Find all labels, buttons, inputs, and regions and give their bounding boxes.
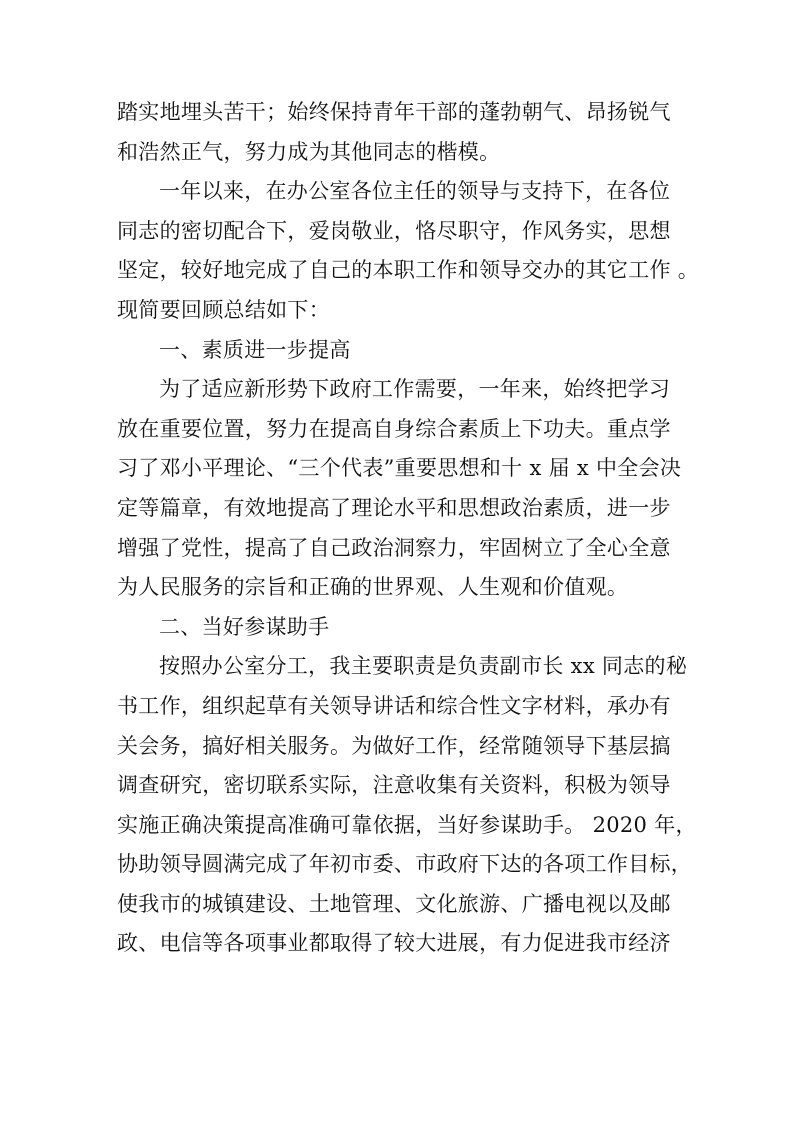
text-line-continuation: 踏实地埋头苦干；始终保持青年干部的蓬勃朝气、昂扬锐气: [117, 100, 671, 124]
document-body: [117, 93, 700, 964]
text-line: 放在重要位置，努力在提高自身综合素质上下功夫。重点学: [117, 416, 671, 441]
text-line: 实施正确决策提高准确可靠依据，当好参谋助手。 2020 年，: [117, 812, 697, 837]
text-line: 调查研究，密切联系实际，注意收集有关资料，积极为领导: [117, 773, 671, 798]
text-line: 政、电信等各项事业都取得了较大进展，有力促进我市经济: [117, 931, 671, 956]
text-line-continuation: 和浩然正气，努力成为其他同志的楷模。: [117, 139, 501, 164]
paragraph-first-line: 为了适应新形势下政府工作需要，一年来，始终把学习: [159, 377, 671, 402]
text-line: 坚定，较好地完成了自己的本职工作和领导交办的其它工作 。: [117, 258, 700, 283]
text-line: 书工作，组织起草有关领导讲话和综合性文字材料，承办有: [117, 693, 671, 718]
text-line: 为人民服务的宗旨和正确的世界观、人生观和价值观。: [117, 575, 629, 600]
paragraph-first-line: 按照办公室分工，我主要职责是负责副市长 xx 同志的秘: [159, 654, 688, 679]
text-line: 增强了党性，提高了自己政治洞察力，牢固树立了全心全意: [117, 535, 671, 560]
paragraph-first-line: 一年以来，在办公室各位主任的领导与支持下，在各位: [159, 179, 671, 204]
text-line: 习了邓小平理论、“三个代表”重要思想和十 x 届 x 中全会决: [117, 456, 682, 481]
text-line: 使我市的城镇建设、土地管理、文化旅游、广播电视以及邮: [117, 891, 671, 916]
text-line: 关会务，搞好相关服务。为做好工作，经常随领导下基层搞: [117, 733, 671, 758]
text-line: 现简要回顾总结如下：: [117, 297, 330, 322]
section-heading-2: 二、当好参谋助手: [159, 614, 330, 639]
text-line: 同志的密切配合下，爱岗敬业，恪尽职守，作风务实，思想: [117, 218, 671, 243]
text-line: 协助领导圆满完成了年初市委、市政府下达的各项工作目标，: [117, 852, 693, 877]
section-heading-1: 一、素质进一步提高: [159, 337, 351, 362]
text-line: 定等篇章，有效地提高了理论水平和思想政治素质，进一步: [117, 495, 671, 520]
